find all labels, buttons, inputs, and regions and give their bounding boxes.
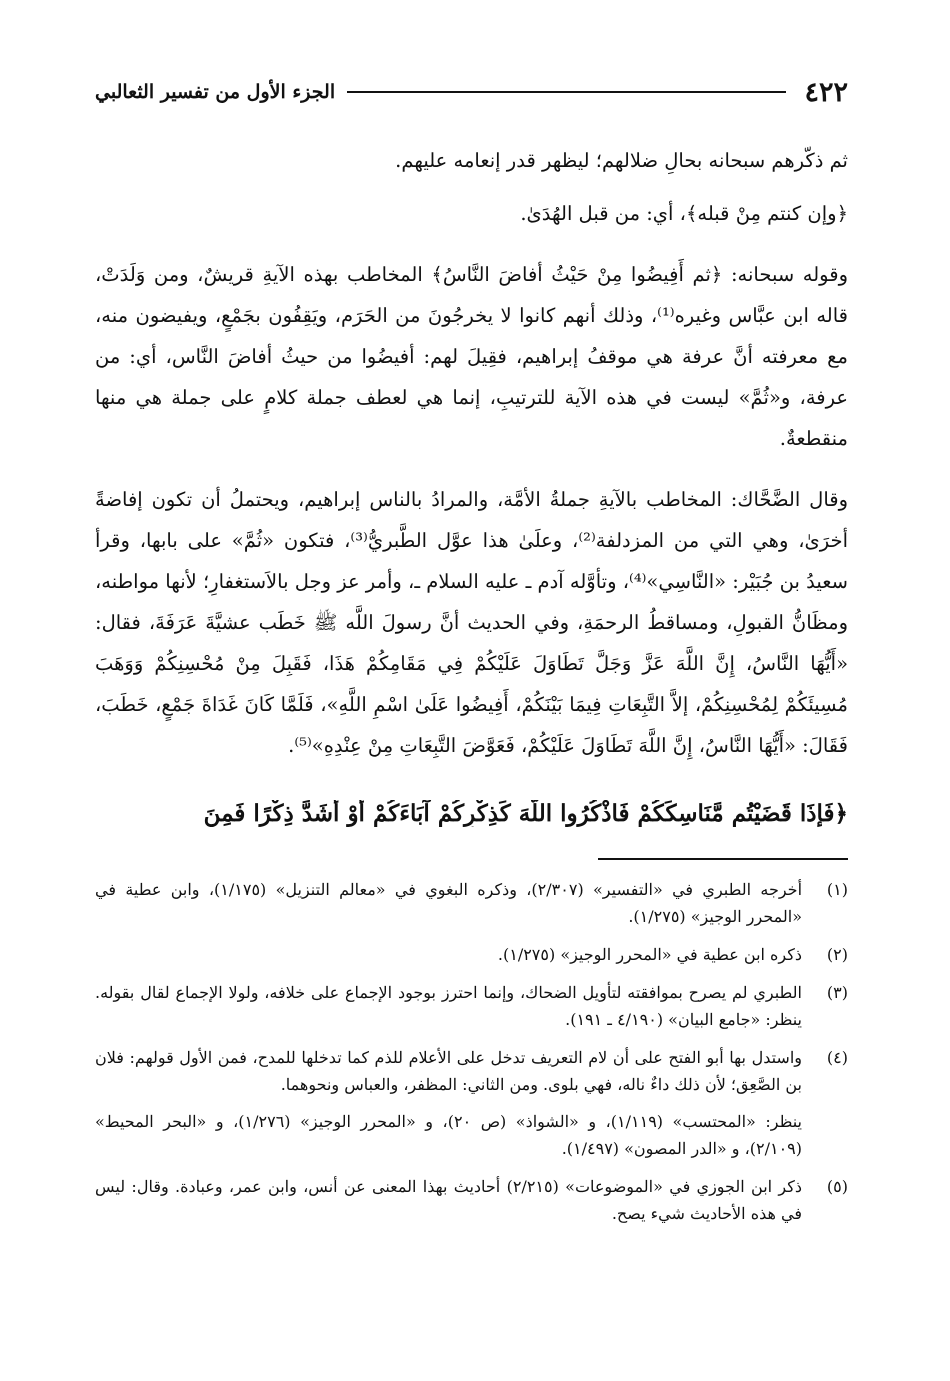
footnote-text: ذكر ابن الجوزي في «الموضوعات» (٢/٢١٥) أحاديث بهذا المعنى عن أنس، وابن عمر، وعبادة. وقال: ليس في هذه الأحاديث شيء يصح. [95, 1177, 802, 1223]
paragraph: ﴿وإن كنتم مِنْ قبله﴾، أي: من قبل الهُدَىٰ. [520, 202, 848, 225]
footnote-text: واستدل بها أبو الفتح على أن لام التعريف تدخل على الأعلام للذم كما تدخلها للمدح، فمن الأول قولهم: فلان بن الصَّعِق؛ لأن ذلك داءٌ ناله، فهي بلوى. ومن الثاني: المظفر، والعباس ونحوهما. [95, 1048, 802, 1094]
footnote-text: الطبري لم يصرح بموافقته لتأويل الضحاك، وإنما احترز بوجود الإجماع على خلافه، ولولا الإجماع لقال بقوله. ينظر: «جامع البيان» (٤/١٩٠ ـ ١٩١). [95, 983, 802, 1029]
paragraph: وقوله سبحانه: ﴿ثم أَفِيضُوا مِنْ حَيْثُ أفاضَ النَّاسُ﴾ المخاطب بهذه الآيةِ قريشٌ، ومن وَلَدَتْ، قاله ابن عبَّاس وغيره⁽¹⁾، وذلك أنهم كانوا لا يخرجُونَ من الحَرَم، ويَقِفُون بجَمْعٍ، ويفيضون منه، مع معرفته أنَّ عرفة هي موقفُ إبراهيم، فقِيلَ لهم: أفيضُوا من حيثُ أفاضَ النَّاس، أي: من عرفة، و«ثُمَّ» ليست في هذه الآية للترتيبِ، إنما هي لعطف جملة كلامٍ على جملة هي منها منقطعةٌ. [95, 263, 848, 450]
quran-verse: ﴿فَإِذَا قَضَيْتُم مَّنَاسِكَكُمْ فَاذْكُرُوا اللَّهَ كَذِكْرِكُمْ آبَاءَكُمْ أَوْ أَشَدَّ ذِكْرًا فَمِنَ [203, 800, 848, 827]
footnote-text: ذكره ابن عطية في «المحرر الوجيز» (١/٢٧٥). [497, 945, 802, 964]
footnote [95, 979, 848, 1033]
footnote-number: (٢) [826, 945, 848, 964]
footnotes [95, 876, 848, 1238]
header-rule [347, 91, 786, 93]
footnote-number: (٥) [826, 1177, 848, 1196]
footnote-text: ينظر: «المحتسب» (١/١١٩)، و «الشواذ» (ص ٢٠)، و «المحرر الوجيز» (١/٢٧٦)، و «البحر المحيط» (٢/١٠٩)، و «الدر المصون» (١/٤٩٧). [95, 1112, 803, 1158]
paragraph: وقال الضَّحَّاك: المخاطب بالآيةِ جملةُ الأمَّة، والمرادُ بالناس إبراهيم، ويحتملُ أن تكون إفاضةً أخرَىٰ، وهي التي من المزدلفة⁽²⁾، وعلَىٰ هذا عوَّل الطَّبريُّ⁽³⁾، فتكون «ثُمَّ» على بابها، وقرأ سعيدُ بن جُبَيْر: «النَّاسِي»⁽⁴⁾، وتأوَّله آدم ـ عليه السلام ـ، وأمر عز وجل بالاَستغفارِ؛ لأنها مواطنه، ومظَانُّ القبولِ، ومساقطُ الرحمَةِ، وفي الحديث أنَّ رسولَ اللَّه ﷺ خَطَب عشيَّةَ عَرَفَةَ، فقال: «أَيُّهَا النَّاسُ، إِنَّ اللَّهَ عَزَّ وَجَلَّ تَطَاوَلَ عَلَيْكُمْ فِي مَقَامِكُمْ هَذَا، فَقَبِلَ مِنْ مُحْسِنِكُمْ وَوَهَبَ مُسِيئَكُمْ لِمُحْسِنِكُمْ، إلاَّ التَّبِعَاتِ فِيمَا بَيْنَكُمْ، أَفِيضُوا عَلَىٰ اسْمِ اللَّهِ»، فَلَمَّا كَانَ غَدَاةَ جَمْعٍ، خَطَبَ، فَقَالَ: «أَيُّهَا النَّاسُ، إِنَّ اللَّهَ تَطَاوَلَ عَلَيْكُمْ، فَعَوَّضَ التَّبِعَاتِ مِنْ عِنْدِهِ»⁽⁵⁾. [95, 488, 848, 757]
footnote [95, 941, 848, 968]
main-text [95, 140, 848, 786]
footnote-number: (٤) [826, 1048, 848, 1067]
footnote-text: أخرجه الطبري في «التفسير» (٢/٣٠٧)، وذكره البغوي في «معالم التنزيل» (١/١٧٥)، وابن عطية في «المحرر الوجيز» (١/٢٧٥). [95, 880, 803, 926]
footnote-rule [598, 858, 848, 860]
footnote [95, 1173, 848, 1227]
paragraph: ثم ذكّرهم سبحانه بحالِ ضلالهم؛ ليظهر قدر إنعامه عليهم. [395, 149, 848, 172]
footnote-number: (١) [826, 880, 848, 899]
footnote [95, 876, 848, 930]
footnote [95, 1044, 848, 1162]
book-title: الجزء الأول من تفسير الثعالبي [95, 81, 336, 103]
footnote-number: (٣) [826, 983, 848, 1002]
running-header [95, 72, 848, 112]
page-number: ٤٢٢ [804, 76, 848, 108]
